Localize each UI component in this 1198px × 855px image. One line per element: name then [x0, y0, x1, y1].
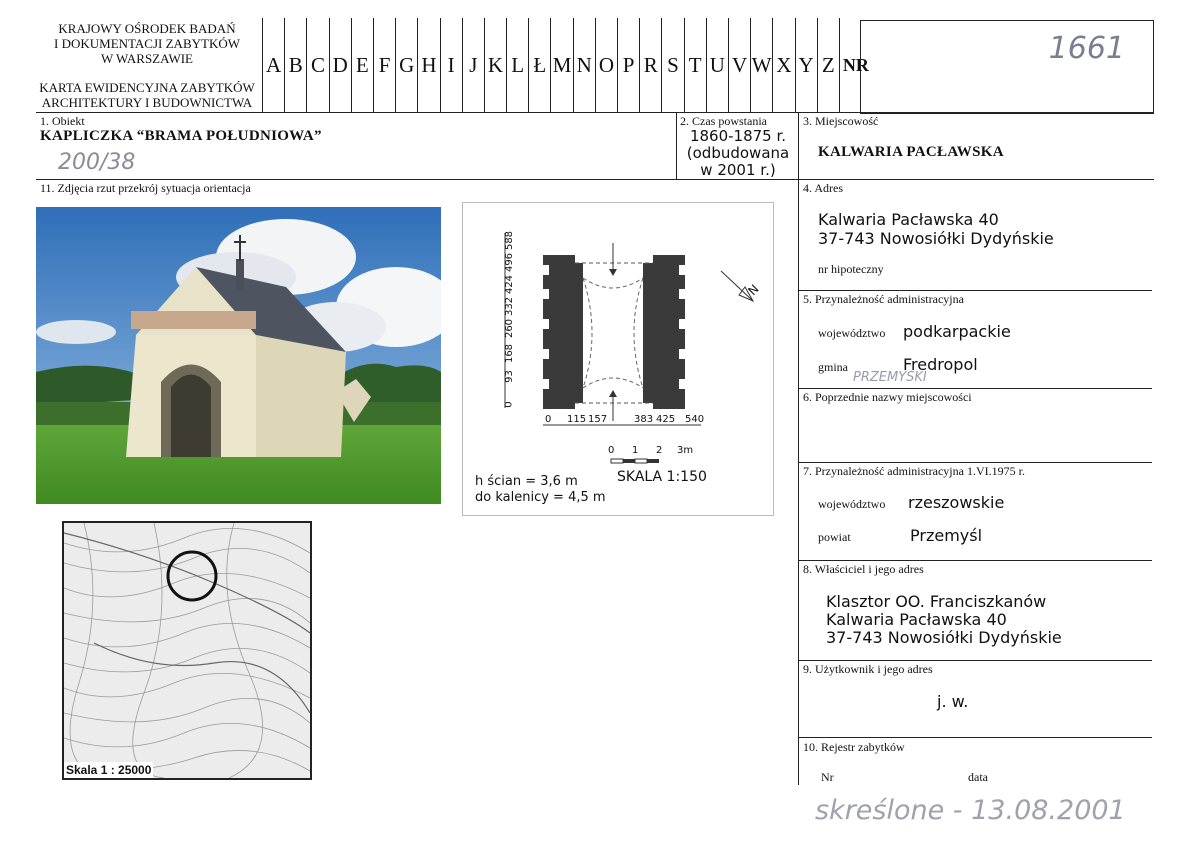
owner-divider: [798, 560, 1152, 561]
scale-tick: 2: [656, 445, 663, 456]
voivodeship-1975-label: województwo: [818, 497, 886, 511]
time-label: 2. Czas powstania: [680, 114, 767, 128]
gmina-value: Fredropol: [903, 355, 978, 374]
ridge-height: do kalenicy = 4,5 m: [475, 490, 606, 505]
owner-line: 37-743 Nowosiółki Dydyńskie: [826, 628, 1062, 647]
header-left-divider: [262, 18, 263, 112]
chapel-photo-image: [36, 207, 441, 504]
nr-box: [860, 20, 1154, 114]
letter-cell: U: [706, 18, 728, 112]
letter-cell: Ł: [528, 18, 550, 112]
address-divider: [798, 179, 1154, 180]
plan-x-tick: 115: [567, 414, 587, 425]
photos-label: 11. Zdjęcia rzut przekrój sytuacja orientacja: [40, 181, 251, 195]
letter-cell: R: [639, 18, 661, 112]
owner-line: Kalwaria Pacławska 40: [826, 610, 1007, 629]
voivodeship-1975-value: rzeszowskie: [908, 493, 1005, 512]
scale-tick: 0: [608, 445, 615, 456]
letter-cell: J: [462, 18, 484, 112]
letter-cell: K: [484, 18, 506, 112]
letter-index: [262, 18, 883, 112]
plan-x-tick: 0: [545, 414, 552, 425]
letter-cell: V: [728, 18, 750, 112]
letter-cell: O: [595, 18, 617, 112]
object-name: KAPLICZKA “BRAMA POŁUDNIOWA”: [40, 128, 322, 144]
admin-divider: [798, 290, 1152, 291]
plan-y-tick: 588: [504, 230, 516, 251]
time-line: w 2001 r.): [700, 161, 776, 179]
user-label: 9. Użytkownik i jego adres: [803, 662, 933, 676]
time-line: (odbudowana: [686, 144, 790, 162]
nr-label: NR: [839, 18, 883, 112]
footer-handwritten-note: skreślone - 13.08.2001: [815, 795, 1126, 826]
plan-x-tick: 383: [634, 414, 654, 425]
scale-tick: 3m: [677, 445, 694, 456]
north-label: N: [745, 281, 762, 299]
topographic-map-image: [64, 523, 310, 778]
institution-line: I DOKUMENTACJI ZABYTKÓW: [54, 36, 240, 51]
plan-x-tick: 425: [656, 414, 676, 425]
user-divider: [798, 660, 1152, 661]
place-label: 3. Miejscowość: [803, 114, 879, 128]
letter-cell: H: [417, 18, 439, 112]
plan-y-tick: 332: [504, 296, 516, 317]
header-divider: [36, 112, 1154, 113]
plan-y-tick: 168: [504, 343, 516, 364]
letter-cell: A: [262, 18, 284, 112]
previous-names-divider: [798, 388, 1152, 389]
letter-cell: L: [506, 18, 528, 112]
letter-cell: X: [772, 18, 794, 112]
address-label: 4. Adres: [803, 181, 843, 195]
letter-cell: Y: [795, 18, 817, 112]
gmina-handwritten: PRZEMYSKI: [853, 370, 927, 385]
letter-cell: B: [284, 18, 306, 112]
place-value: KALWARIA PACŁAWSKA: [818, 144, 1004, 160]
letter-cell: D: [329, 18, 351, 112]
mortgage-label: nr hipoteczny: [818, 262, 884, 276]
institution-line: W WARSZAWIE: [101, 51, 193, 66]
owner-label: 8. Właściciel i jego adres: [803, 562, 924, 576]
time-line: 1860-1875 r.: [689, 127, 787, 145]
card-title: [36, 80, 258, 110]
register-date-label: data: [968, 770, 988, 784]
object-label: 1. Obiekt: [40, 114, 85, 128]
letter-cell: G: [395, 18, 417, 112]
time-value: [678, 128, 798, 179]
letter-cell: W: [750, 18, 772, 112]
plan-y-tick: 0: [503, 401, 515, 408]
register-label: 10. Rejestr zabytków: [803, 740, 905, 754]
admin-label: 5. Przynależność administracyjna: [803, 292, 964, 306]
user-value: j. w.: [937, 692, 969, 711]
scale-label: SKALA 1:150: [617, 469, 707, 485]
plan-x-tick: 540: [685, 414, 705, 425]
object-time-divider: [676, 112, 677, 179]
topographic-map: [62, 521, 312, 780]
letter-cell: N: [573, 18, 595, 112]
letter-cell: M: [550, 18, 572, 112]
object-row-divider: [36, 179, 798, 180]
card-title-line: KARTA EWIDENCYJNA ZABYTKÓW: [39, 80, 255, 95]
voivodeship-value: podkarpackie: [903, 322, 1011, 341]
chapel-photo: [36, 207, 441, 504]
floor-plan-frame: [462, 202, 774, 516]
letter-cell: Z: [817, 18, 839, 112]
address-line: 37-743 Nowosiółki Dydyńskie: [818, 229, 1054, 248]
plan-x-tick: 157: [588, 414, 608, 425]
scale-tick: 1: [632, 445, 639, 456]
gmina-label: gmina: [818, 360, 848, 374]
card-title-line: ARCHITEKTURY I BUDOWNICTWA: [41, 95, 253, 110]
plan-y-tick: 93: [503, 370, 515, 383]
register-nr-label: Nr: [821, 770, 834, 784]
powiat-label: powiat: [818, 530, 851, 544]
letter-cell: S: [661, 18, 683, 112]
institution-line: KRAJOWY OŚRODEK BADAŃ: [58, 21, 236, 36]
letter-cell: F: [373, 18, 395, 112]
plan-y-tick: 496: [504, 252, 516, 273]
admin1975-divider: [798, 462, 1152, 463]
letter-cell: E: [351, 18, 373, 112]
institution-name: [36, 21, 258, 66]
letter-cell: T: [684, 18, 706, 112]
letter-cell: C: [306, 18, 328, 112]
nr-handwritten-value: 1661: [1048, 31, 1125, 66]
plan-y-tick: 260: [504, 318, 516, 339]
previous-names-label: 6. Poprzednie nazwy miejscowości: [803, 390, 972, 404]
voivodeship-label: województwo: [818, 326, 886, 340]
letter-cell: P: [617, 18, 639, 112]
admin1975-label: 7. Przynależność administracyjna 1.VI.1975 r.: [803, 464, 1025, 478]
map-scale-label: Skala 1 : 25000: [66, 763, 152, 777]
owner-line: Klasztor OO. Franciszkanów: [826, 592, 1047, 611]
wall-height: h ścian = 3,6 m: [475, 474, 578, 489]
right-column-divider: [798, 112, 799, 785]
letter-cell: I: [440, 18, 462, 112]
address-line: Kalwaria Pacławska 40: [818, 210, 999, 229]
powiat-value: Przemyśl: [910, 526, 983, 545]
register-divider: [798, 737, 1152, 738]
plan-y-tick: 424: [504, 274, 516, 295]
object-handwritten-code: 200/38: [58, 150, 136, 175]
